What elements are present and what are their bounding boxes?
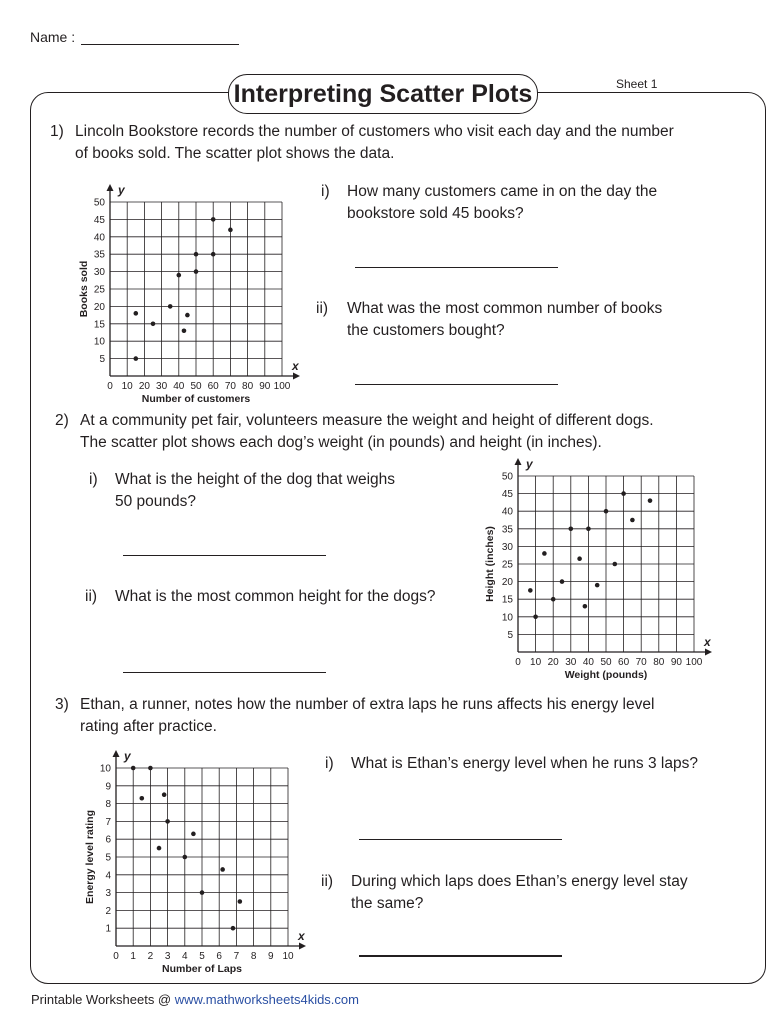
x-tick-label: 1: [130, 951, 136, 962]
y-tick-label: 15: [501, 594, 513, 606]
data-point: [148, 766, 153, 771]
data-point: [604, 509, 609, 514]
y-axis-arrow: [515, 458, 522, 465]
data-point: [613, 562, 618, 567]
part-label: ii): [321, 873, 334, 890]
y-tick-label: 20: [93, 301, 105, 313]
part-text-line: What is Ethan’s energy level when he runs 3 laps?: [351, 755, 698, 772]
data-point: [560, 579, 565, 584]
data-point: [211, 217, 216, 222]
x-tick-label: 90: [259, 381, 271, 392]
x-tick-label: 30: [565, 657, 577, 668]
x-axis-arrow: [705, 649, 712, 656]
x-axis-label: Number of customers: [141, 393, 251, 405]
data-point: [151, 322, 156, 327]
y-tick-label: 8: [105, 799, 111, 811]
x-tick-label: 20: [547, 657, 559, 668]
x-tick-label: 50: [190, 381, 202, 392]
question-number: 1): [50, 123, 64, 140]
data-point: [200, 890, 205, 895]
x-tick-label: 0: [113, 951, 119, 962]
y-tick-label: 6: [105, 834, 111, 846]
x-axis-arrow: [299, 943, 306, 950]
y-tick-label: 10: [93, 336, 105, 348]
data-point: [194, 252, 199, 257]
y-tick-label: 2: [105, 905, 111, 917]
question-text-line: Ethan, a runner, notes how the number of extra laps he runs affects his energy level: [80, 696, 655, 713]
y-axis-letter: y: [118, 183, 125, 197]
y-tick-label: 30: [93, 267, 105, 279]
x-tick-label: 80: [653, 657, 665, 668]
part-label: i): [321, 183, 330, 200]
footer-link[interactable]: www.mathworksheets4kids.com: [174, 992, 359, 1007]
part-text-line: During which laps does Ethan’s energy level stay: [351, 873, 688, 890]
data-point: [140, 796, 145, 801]
y-tick-label: 15: [93, 319, 105, 331]
x-axis-letter: x: [292, 359, 299, 373]
data-point: [231, 926, 236, 931]
part-label: ii): [316, 300, 329, 317]
x-axis-label: Number of Laps: [162, 963, 242, 975]
data-point: [177, 273, 182, 278]
data-point: [162, 792, 167, 797]
x-axis-label: Weight (pounds): [564, 669, 648, 681]
worksheet-title: Interpreting Scatter Plots: [228, 74, 538, 114]
y-tick-label: 30: [501, 541, 513, 553]
question-number: 3): [55, 696, 69, 713]
x-tick-label: 0: [515, 657, 521, 668]
y-tick-label: 5: [507, 629, 513, 641]
x-tick-label: 8: [250, 951, 257, 962]
y-tick-label: 40: [501, 506, 513, 518]
y-tick-label: 10: [501, 612, 513, 624]
question-1-part-i: [321, 181, 741, 225]
y-tick-label: 10: [99, 763, 111, 775]
y-axis-label: Energy level rating: [84, 810, 96, 904]
part-label: ii): [85, 588, 98, 605]
question-text-line: Lincoln Bookstore records the number of customers who visit each day and the number: [75, 123, 674, 140]
data-point: [621, 491, 626, 496]
x-tick-label: 100: [685, 657, 703, 668]
x-tick-label: 60: [618, 657, 630, 668]
y-axis-arrow: [113, 750, 120, 757]
y-tick-label: 3: [105, 888, 111, 900]
part-label: i): [325, 755, 334, 772]
x-tick-label: 100: [273, 381, 291, 392]
y-tick-label: 4: [105, 870, 111, 882]
question-3-part-i: [325, 753, 745, 775]
dogs-scatter-plot: [480, 452, 720, 692]
part-text-line: the same?: [351, 895, 424, 912]
y-tick-label: 45: [501, 489, 513, 501]
question-2-part-ii: [85, 586, 470, 608]
x-tick-label: 5: [199, 951, 205, 962]
x-tick-label: 7: [233, 951, 240, 962]
y-tick-label: 5: [105, 852, 111, 864]
part-text-line: 50 pounds?: [115, 493, 197, 510]
x-tick-label: 0: [107, 381, 113, 392]
data-point: [191, 832, 196, 837]
x-tick-label: 9: [268, 951, 274, 962]
part-label: i): [89, 471, 98, 488]
y-axis-letter: y: [124, 749, 131, 763]
part-text-line: the customers bought?: [347, 322, 505, 339]
name-row: [30, 28, 239, 45]
y-tick-label: 5: [99, 354, 105, 366]
data-point: [577, 556, 582, 561]
y-tick-label: 35: [501, 524, 513, 536]
question-3: [55, 694, 755, 738]
name-label: Name :: [30, 29, 76, 45]
data-point: [165, 819, 170, 824]
data-point: [157, 846, 162, 851]
answer-line[interactable]: [123, 555, 326, 556]
x-tick-label: 70: [224, 381, 236, 392]
question-2: [55, 410, 755, 454]
y-tick-label: 50: [501, 471, 513, 483]
answer-line[interactable]: [355, 384, 558, 385]
x-tick-label: 6: [216, 951, 222, 962]
y-tick-label: 45: [93, 214, 105, 226]
data-point: [648, 498, 653, 503]
x-axis-arrow: [293, 373, 300, 380]
data-point: [182, 328, 187, 333]
y-tick-label: 9: [105, 781, 111, 793]
part-text-line: How many customers came in on the day the: [347, 183, 658, 200]
answer-line[interactable]: [355, 267, 558, 268]
x-tick-label: 40: [173, 381, 185, 392]
question-3-part-ii: [321, 871, 741, 915]
question-1-part-ii: [316, 298, 736, 342]
part-text-line: What is the most common height for the dogs?: [115, 588, 436, 605]
name-answer-line[interactable]: [81, 28, 239, 45]
data-point: [528, 588, 533, 593]
x-tick-label: 80: [242, 381, 254, 392]
x-tick-label: 40: [582, 657, 594, 668]
x-axis-letter: x: [298, 929, 305, 943]
x-tick-label: 60: [207, 381, 219, 392]
x-tick-label: 70: [635, 657, 647, 668]
data-point: [238, 899, 243, 904]
question-text-line: The scatter plot shows each dog’s weight (in pounds) and height (in inches).: [80, 434, 602, 451]
answer-line[interactable]: [123, 672, 326, 673]
x-tick-label: 10: [530, 657, 542, 668]
answer-line[interactable]: [359, 955, 562, 957]
data-point: [194, 269, 199, 274]
data-point: [569, 527, 574, 532]
y-axis-label: Height (inches): [484, 526, 496, 602]
data-point: [211, 252, 216, 257]
question-text-line: rating after practice.: [80, 718, 217, 735]
question-text-line: of books sold. The scatter plot shows the data.: [75, 145, 395, 162]
question-number: 2): [55, 412, 69, 429]
x-tick-label: 90: [670, 657, 682, 668]
data-point: [131, 766, 136, 771]
laps-scatter-plot: [80, 740, 316, 980]
y-axis-arrow: [107, 184, 114, 191]
footer: [31, 992, 359, 1007]
data-point: [595, 583, 600, 588]
data-point: [134, 356, 139, 361]
x-tick-label: 3: [164, 951, 171, 962]
data-point: [228, 228, 233, 233]
data-point: [586, 527, 591, 532]
y-axis-label: Books sold: [78, 260, 90, 318]
y-tick-label: 25: [93, 284, 105, 296]
y-tick-label: 50: [93, 197, 105, 209]
question-text-line: At a community pet fair, volunteers measure the weight and height of different dogs.: [80, 412, 654, 429]
x-tick-label: 30: [156, 381, 168, 392]
x-axis-letter: x: [704, 635, 711, 649]
books-scatter-plot: [74, 168, 310, 408]
x-tick-label: 4: [182, 951, 188, 962]
data-point: [220, 867, 225, 872]
data-point: [168, 304, 173, 309]
x-tick-label: 50: [600, 657, 612, 668]
x-tick-label: 2: [147, 951, 154, 962]
sheet-number: Sheet 1: [616, 77, 658, 91]
x-tick-label: 10: [121, 381, 133, 392]
part-text-line: bookstore sold 45 books?: [347, 205, 524, 222]
data-point: [134, 311, 139, 316]
data-point: [185, 313, 190, 318]
question-1: [50, 121, 750, 165]
data-point: [583, 604, 588, 609]
y-tick-label: 1: [105, 923, 111, 935]
y-tick-label: 20: [501, 577, 513, 589]
data-point: [630, 518, 635, 523]
y-axis-letter: y: [526, 457, 533, 471]
x-tick-label: 10: [282, 951, 294, 962]
data-point: [542, 551, 547, 556]
data-point: [551, 597, 556, 602]
y-tick-label: 7: [105, 816, 111, 828]
part-text-line: What was the most common number of books: [347, 300, 663, 317]
question-2-part-i: [89, 469, 449, 513]
y-tick-label: 35: [93, 249, 105, 261]
part-text-line: What is the height of the dog that weighs: [115, 471, 396, 488]
x-tick-label: 20: [138, 381, 150, 392]
data-point: [533, 615, 538, 620]
data-point: [183, 855, 188, 860]
answer-line[interactable]: [359, 839, 562, 840]
y-tick-label: 25: [501, 559, 513, 571]
y-tick-label: 40: [93, 232, 105, 244]
footer-prefix: Printable Worksheets @: [31, 992, 175, 1007]
